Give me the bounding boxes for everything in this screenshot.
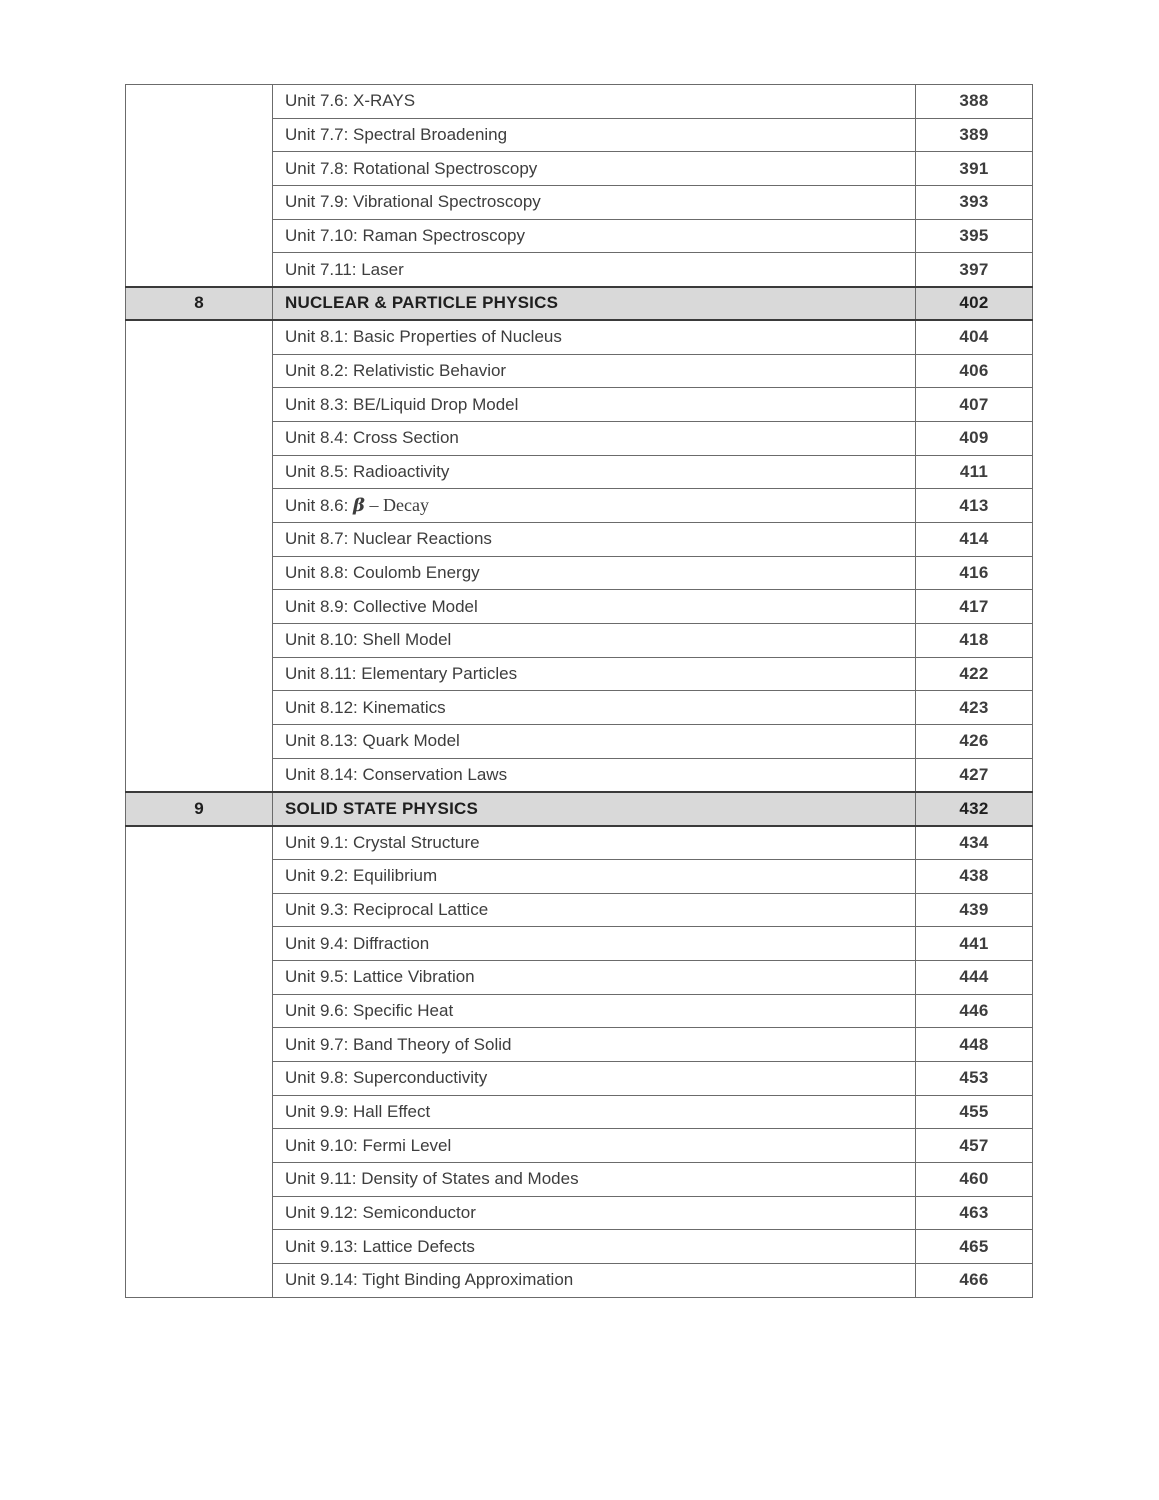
unit-page-cell: 465 (916, 1230, 1033, 1264)
toc-table (125, 84, 1033, 1298)
unit-page-cell: 393 (916, 186, 1033, 220)
unit-title-cell: Unit 8.2: Relativistic Behavior (273, 354, 916, 388)
chapter-spacer-cell (126, 320, 273, 792)
unit-title-cell: Unit 8.11: Elementary Particles (273, 657, 916, 691)
unit-title-cell: Unit 9.9: Hall Effect (273, 1095, 916, 1129)
unit-title-cell: Unit 7.8: Rotational Spectroscopy (273, 152, 916, 186)
unit-title-cell: Unit 8.10: Shell Model (273, 624, 916, 658)
unit-title-cell: Unit 9.10: Fermi Level (273, 1129, 916, 1163)
unit-title-cell: Unit 9.5: Lattice Vibration (273, 960, 916, 994)
unit-page-cell: 460 (916, 1163, 1033, 1197)
chapter-row (126, 287, 1033, 321)
unit-title-cell: Unit 8.9: Collective Model (273, 590, 916, 624)
chapter-spacer-cell (126, 85, 273, 287)
unit-title-cell: Unit 9.3: Reciprocal Lattice (273, 893, 916, 927)
unit-title-cell: Unit 8.5: Radioactivity (273, 455, 916, 489)
unit-title-cell: Unit 9.6: Specific Heat (273, 994, 916, 1028)
unit-row (126, 320, 1033, 354)
chapter-spacer-cell (126, 826, 273, 1298)
toc-table-body (126, 85, 1033, 1298)
unit-page-cell: 434 (916, 826, 1033, 860)
unit-page-cell: 395 (916, 219, 1033, 253)
unit-page-cell: 413 (916, 489, 1033, 523)
unit-page-cell: 453 (916, 1061, 1033, 1095)
unit-page-cell: 426 (916, 725, 1033, 759)
unit-title-cell: Unit 9.2: Equilibrium (273, 859, 916, 893)
unit-page-cell: 441 (916, 927, 1033, 961)
unit-row (126, 826, 1033, 860)
unit-title-cell: Unit 8.3: BE/Liquid Drop Model (273, 388, 916, 422)
unit-title-cell: Unit 7.9: Vibrational Spectroscopy (273, 186, 916, 220)
unit-title-cell: Unit 9.12: Semiconductor (273, 1196, 916, 1230)
unit-page-cell: 457 (916, 1129, 1033, 1163)
unit-page-cell: 411 (916, 455, 1033, 489)
unit-page-cell: 389 (916, 118, 1033, 152)
unit-page-cell: 414 (916, 522, 1033, 556)
chapter-number-cell: 9 (126, 792, 273, 826)
chapter-page-cell: 402 (916, 287, 1033, 321)
unit-page-cell: 448 (916, 1028, 1033, 1062)
unit-page-cell: 446 (916, 994, 1033, 1028)
chapter-row (126, 792, 1033, 826)
unit-title-cell: Unit 9.14: Tight Binding Approximation (273, 1264, 916, 1298)
chapter-title-cell: NUCLEAR & PARTICLE PHYSICS (273, 287, 916, 321)
unit-page-cell: 404 (916, 320, 1033, 354)
unit-title-cell: Unit 9.8: Superconductivity (273, 1061, 916, 1095)
unit-title-cell: Unit 7.11: Laser (273, 253, 916, 287)
unit-title-cell: Unit 9.13: Lattice Defects (273, 1230, 916, 1264)
unit-title-text: Unit 8.6: (285, 496, 354, 516)
unit-page-cell: 444 (916, 960, 1033, 994)
chapter-page-cell: 432 (916, 792, 1033, 826)
unit-page-cell: 407 (916, 388, 1033, 422)
unit-page-cell: 438 (916, 859, 1033, 893)
unit-row (126, 85, 1033, 119)
unit-title-cell: Unit 8.1: Basic Properties of Nucleus (273, 320, 916, 354)
unit-page-cell: 416 (916, 556, 1033, 590)
unit-page-cell: 406 (916, 354, 1033, 388)
unit-page-cell: 391 (916, 152, 1033, 186)
chapter-number-cell: 8 (126, 287, 273, 321)
unit-title-cell (273, 489, 916, 523)
unit-title-cell: Unit 8.8: Coulomb Energy (273, 556, 916, 590)
unit-page-cell: 439 (916, 893, 1033, 927)
unit-title-cell: Unit 8.7: Nuclear Reactions (273, 522, 916, 556)
unit-title-cell: Unit 8.4: Cross Section (273, 421, 916, 455)
unit-title-cell: Unit 8.13: Quark Model (273, 725, 916, 759)
unit-page-cell: 427 (916, 758, 1033, 792)
unit-page-cell: 422 (916, 657, 1033, 691)
unit-page-cell: 466 (916, 1264, 1033, 1298)
unit-page-cell: 418 (916, 624, 1033, 658)
unit-title-cell: Unit 9.4: Diffraction (273, 927, 916, 961)
unit-page-cell: 409 (916, 421, 1033, 455)
unit-title-cell: Unit 9.1: Crystal Structure (273, 826, 916, 860)
beta-symbol: β (353, 495, 365, 517)
unit-page-cell: 388 (916, 85, 1033, 119)
unit-title-cell: Unit 7.6: X-RAYS (273, 85, 916, 119)
unit-title-math-text: – Decay (365, 495, 429, 516)
unit-page-cell: 397 (916, 253, 1033, 287)
unit-title-cell: Unit 9.7: Band Theory of Solid (273, 1028, 916, 1062)
chapter-title-cell: SOLID STATE PHYSICS (273, 792, 916, 826)
unit-title-cell: Unit 8.14: Conservation Laws (273, 758, 916, 792)
unit-title-cell: Unit 9.11: Density of States and Modes (273, 1163, 916, 1197)
unit-page-cell: 417 (916, 590, 1033, 624)
unit-title-cell: Unit 8.12: Kinematics (273, 691, 916, 725)
unit-page-cell: 423 (916, 691, 1033, 725)
unit-page-cell: 455 (916, 1095, 1033, 1129)
unit-title-cell: Unit 7.10: Raman Spectroscopy (273, 219, 916, 253)
unit-page-cell: 463 (916, 1196, 1033, 1230)
unit-title-cell: Unit 7.7: Spectral Broadening (273, 118, 916, 152)
